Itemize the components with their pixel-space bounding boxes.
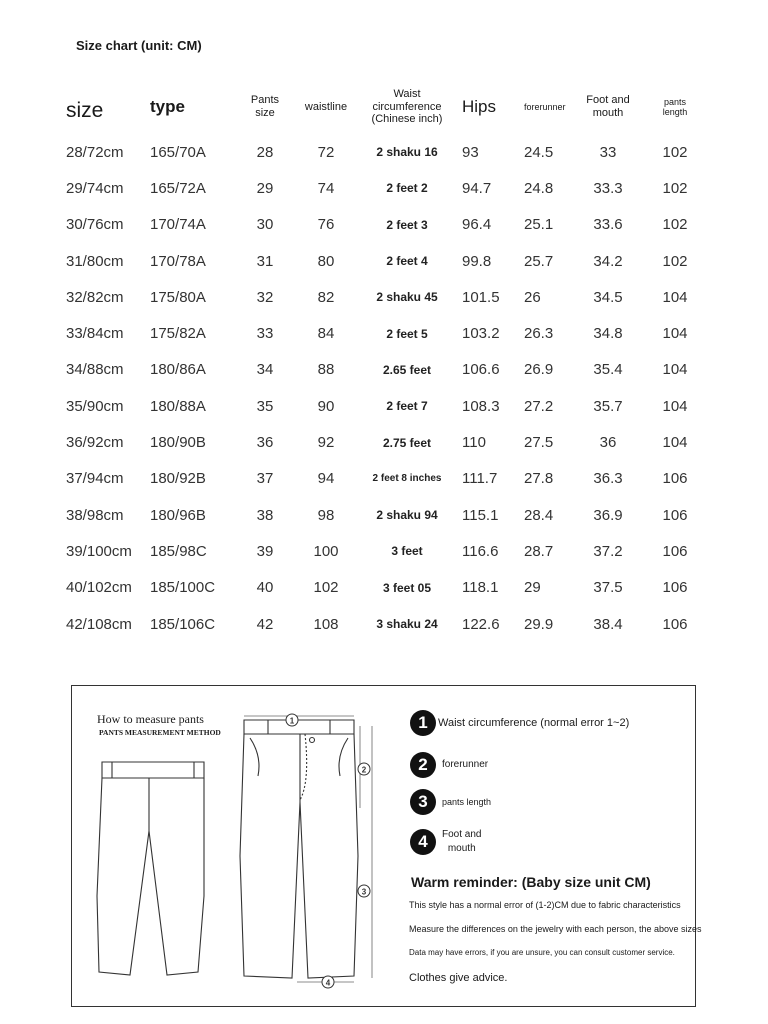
marker-2	[358, 763, 370, 775]
cell-hips: 106.6	[462, 361, 500, 379]
cell-pants-size: 38	[256, 506, 274, 524]
size-chart-table	[60, 80, 710, 642]
cell-waist-cn: 2 feet 7	[386, 399, 428, 414]
header-waist-cn-line2: (Chinese inch)	[371, 113, 443, 126]
cell-pants-size: 31	[256, 252, 274, 270]
cell-hips: 96.4	[462, 216, 492, 234]
cell-size: 39/100cm	[66, 542, 132, 560]
cell-hips: 122.6	[462, 615, 500, 633]
cell-type: 170/78A	[150, 252, 206, 270]
cell-forerunner: 29	[524, 579, 541, 597]
cell-waist-cn: 2.65 feet	[382, 362, 432, 377]
cell-waistline: 102	[313, 579, 339, 597]
cell-hips: 111.7	[462, 470, 498, 488]
cell-hips: 116.6	[462, 542, 499, 560]
cell-waistline: 76	[317, 216, 335, 234]
cell-size: 37/94cm	[66, 470, 124, 488]
cell-forerunner: 27.8	[524, 470, 554, 488]
number-3-badge: 3	[410, 789, 436, 815]
cell-foot-mouth: 38.4	[593, 615, 623, 633]
cell-forerunner: 24.5	[524, 143, 554, 161]
cell-waistline: 80	[317, 252, 335, 270]
cell-pants-size: 28	[256, 143, 274, 161]
cell-waist-cn: 2 shaku 16	[376, 145, 438, 160]
measurement-4-label	[442, 828, 481, 855]
cell-hips: 103.2	[462, 325, 500, 343]
measurement-4-line1: Foot and	[442, 829, 482, 840]
cell-waist-cn: 2 feet 2	[386, 181, 428, 196]
marker-4	[322, 976, 334, 988]
cell-waistline: 72	[317, 143, 335, 161]
cell-hips: 108.3	[462, 397, 500, 415]
cell-hips: 93	[462, 143, 479, 161]
pants-back-illustration	[97, 762, 204, 975]
cell-type: 180/86A	[150, 361, 206, 379]
cell-size: 32/82cm	[66, 288, 124, 306]
marker-3-text: 3	[361, 887, 367, 897]
cell-waist-cn: 2 feet 8 inches	[372, 473, 442, 485]
header-waistline: waistline	[304, 100, 348, 113]
cell-foot-mouth: 35.7	[593, 397, 623, 415]
cell-pants-size: 42	[256, 615, 274, 633]
cell-waistline: 108	[313, 615, 339, 633]
header-type	[148, 80, 236, 134]
howto-title: How to measure pants	[97, 712, 204, 726]
cell-waistline: 90	[317, 397, 335, 415]
marker-3	[358, 885, 370, 897]
cell-pants-size: 29	[256, 179, 274, 197]
cell-size: 36/92cm	[66, 434, 124, 452]
cell-size: 42/108cm	[66, 615, 132, 633]
cell-pants-length: 106	[662, 579, 688, 597]
cell-type: 185/106C	[150, 615, 216, 633]
marker-4-text: 4	[325, 978, 331, 988]
measurement-2-label: forerunner	[442, 759, 489, 771]
measure-guide-box	[71, 685, 702, 1007]
cell-waist-cn: 3 feet	[391, 544, 423, 559]
cell-pants-length: 104	[662, 397, 688, 415]
table-row	[60, 207, 710, 243]
table-row	[60, 497, 710, 533]
measurement-item-4	[410, 828, 481, 855]
cell-waistline: 92	[317, 434, 335, 452]
cell-pants-length: 104	[662, 325, 688, 343]
measurement-lines	[244, 716, 372, 982]
cell-pants-size: 34	[256, 361, 274, 379]
cell-type: 165/72A	[150, 179, 206, 197]
header-type-label: type	[150, 97, 185, 117]
cell-type: 185/100C	[150, 579, 216, 597]
table-row	[60, 570, 710, 606]
cell-size: 30/76cm	[66, 216, 124, 234]
cell-waistline: 98	[317, 506, 335, 524]
header-pants-size	[236, 80, 294, 134]
cell-pants-size: 39	[256, 542, 274, 560]
cell-waistline: 100	[313, 542, 339, 560]
pants-diagram	[72, 686, 402, 1006]
cell-waist-cn: 3 feet 05	[382, 580, 432, 595]
header-waist-cn-line1: Waist circumference	[372, 88, 442, 113]
measurement-item-1	[410, 710, 629, 736]
cell-hips: 118.1	[462, 579, 499, 597]
cell-pants-size: 30	[256, 216, 274, 234]
cell-type: 185/98C	[150, 542, 207, 560]
header-hips: Hips	[462, 97, 497, 117]
table-row	[60, 388, 710, 424]
cell-foot-mouth: 36.9	[593, 506, 623, 524]
header-pants-size-line2: size	[255, 107, 275, 119]
measurement-4-line2: mouth	[447, 842, 476, 854]
cell-pants-size: 36	[256, 434, 274, 452]
marker-1-text: 1	[289, 716, 295, 726]
cell-hips: 115.1	[462, 506, 499, 524]
header-foot-line2: mouth	[592, 107, 624, 119]
measurement-1-label: Waist circumference (normal error 1~2)	[438, 716, 630, 729]
cell-waist-cn: 2 feet 5	[386, 326, 428, 341]
cell-pants-size: 35	[256, 397, 274, 415]
cell-type: 180/92B	[150, 470, 206, 488]
cell-foot-mouth: 37.2	[593, 542, 623, 560]
marker-2-text: 2	[361, 765, 367, 775]
cell-type: 180/88A	[150, 397, 206, 415]
table-row	[60, 606, 710, 642]
cell-foot-mouth: 34.5	[593, 288, 623, 306]
cell-pants-length: 104	[662, 288, 688, 306]
marker-1	[286, 714, 298, 726]
cell-type: 175/80A	[150, 288, 206, 306]
cell-forerunner: 28.4	[524, 506, 554, 524]
cell-hips: 99.8	[462, 252, 492, 270]
header-row	[60, 80, 710, 134]
cell-type: 165/70A	[150, 143, 206, 161]
number-2-badge: 2	[410, 752, 436, 778]
table-row	[60, 243, 710, 279]
header-pants-size-line1: Pants	[250, 94, 280, 107]
cell-waist-cn: 2 shaku 45	[376, 290, 438, 305]
cell-size: 29/74cm	[66, 179, 124, 197]
table-row	[60, 315, 710, 351]
cell-forerunner: 27.2	[524, 397, 554, 415]
cell-waistline: 94	[317, 470, 335, 488]
cell-size: 33/84cm	[66, 325, 124, 343]
cell-forerunner: 27.5	[524, 434, 554, 452]
cell-size: 35/90cm	[66, 397, 124, 415]
cell-foot-mouth: 33.6	[593, 216, 623, 234]
table-row	[60, 279, 710, 315]
table-row	[60, 170, 710, 206]
cell-foot-mouth: 35.4	[593, 361, 623, 379]
cell-pants-size: 40	[256, 579, 274, 597]
size-chart-body	[60, 134, 710, 642]
cell-forerunner: 26	[524, 288, 541, 306]
cell-waist-cn: 3 shaku 24	[376, 617, 438, 631]
cell-waist-cn: 2 feet 4	[386, 254, 428, 269]
header-foot-line1: Foot and	[586, 94, 630, 107]
table-row	[60, 352, 710, 388]
note-3: Data may have errors, if you are unsure, you can consult customer service.	[409, 948, 675, 957]
cell-pants-length: 102	[662, 252, 688, 270]
note-1: This style has a normal error of (1-2)CM due to fabric characteristics	[409, 900, 681, 910]
table-row	[60, 134, 710, 170]
cell-type: 175/82A	[150, 325, 206, 343]
cell-foot-mouth: 34.2	[593, 252, 623, 270]
cell-size: 38/98cm	[66, 506, 124, 524]
cell-type: 170/74A	[150, 216, 206, 234]
cell-waistline: 74	[317, 179, 335, 197]
measurement-item-2	[410, 752, 488, 778]
note-2: Measure the differences on the jewelry with each person, the above sizes	[409, 924, 702, 934]
cell-forerunner: 25.1	[524, 216, 554, 234]
cell-type: 180/96B	[150, 506, 206, 524]
cell-hips: 110	[462, 434, 486, 452]
cell-foot-mouth: 37.5	[593, 579, 623, 597]
table-row	[60, 461, 710, 497]
pants-front-illustration	[240, 720, 358, 978]
cell-waist-cn: 2 shaku 94	[376, 508, 438, 523]
cell-waist-cn: 2 feet 3	[386, 217, 428, 232]
table-row	[60, 533, 710, 569]
cell-type: 180/90B	[150, 434, 206, 452]
cell-pants-size: 37	[256, 470, 274, 488]
cell-forerunner: 28.7	[524, 542, 554, 560]
cell-waist-cn: 2.75 feet	[382, 435, 432, 450]
cell-forerunner: 26.3	[524, 325, 554, 343]
advice-text: Clothes give advice.	[409, 972, 508, 984]
table-row	[60, 424, 710, 460]
cell-pants-size: 33	[256, 325, 274, 343]
cell-pants-length: 102	[662, 143, 688, 161]
cell-waistline: 82	[317, 288, 335, 306]
cell-foot-mouth: 36.3	[593, 470, 623, 488]
size-chart-title: Size chart (unit: CM)	[76, 38, 202, 53]
cell-size: 34/88cm	[66, 361, 124, 379]
number-1-badge: 1	[410, 710, 436, 736]
cell-forerunner: 25.7	[524, 252, 554, 270]
cell-pants-length: 106	[662, 506, 688, 524]
header-length-line2: length	[662, 107, 688, 117]
cell-pants-length: 106	[662, 615, 688, 633]
cell-size: 28/72cm	[66, 143, 124, 161]
header-pants-length	[640, 80, 710, 134]
cell-foot-mouth: 36	[599, 434, 617, 452]
header-foot-mouth	[576, 80, 640, 134]
cell-pants-length: 106	[662, 470, 688, 488]
header-waist-cn	[358, 80, 456, 134]
cell-hips: 94.7	[462, 179, 492, 197]
warm-reminder-title: Warm reminder: (Baby size unit CM)	[411, 874, 651, 890]
cell-pants-size: 32	[256, 288, 274, 306]
header-length-line1: pants	[663, 96, 687, 107]
cell-waistline: 88	[317, 361, 335, 379]
cell-forerunner: 29.9	[524, 615, 554, 633]
cell-pants-length: 102	[662, 179, 688, 197]
header-forerunner: forerunner	[524, 101, 566, 112]
cell-waistline: 84	[317, 325, 335, 343]
measurement-3-label: pants length	[442, 796, 492, 807]
cell-forerunner: 26.9	[524, 361, 554, 379]
cell-size: 40/102cm	[66, 579, 132, 597]
cell-pants-length: 104	[662, 361, 688, 379]
howto-subtitle: PANTS MEASUREMENT METHOD	[99, 728, 221, 737]
measurement-item-3	[410, 789, 491, 815]
cell-foot-mouth: 33.3	[593, 179, 623, 197]
cell-hips: 101.5	[462, 288, 500, 306]
cell-size: 31/80cm	[66, 252, 124, 270]
cell-pants-length: 104	[662, 434, 688, 452]
cell-pants-length: 102	[662, 216, 688, 234]
cell-foot-mouth: 33	[599, 143, 617, 161]
cell-forerunner: 24.8	[524, 179, 554, 197]
number-4-badge: 4	[410, 829, 436, 855]
header-size: size	[66, 98, 104, 122]
cell-pants-length: 106	[662, 542, 688, 560]
cell-foot-mouth: 34.8	[593, 325, 623, 343]
